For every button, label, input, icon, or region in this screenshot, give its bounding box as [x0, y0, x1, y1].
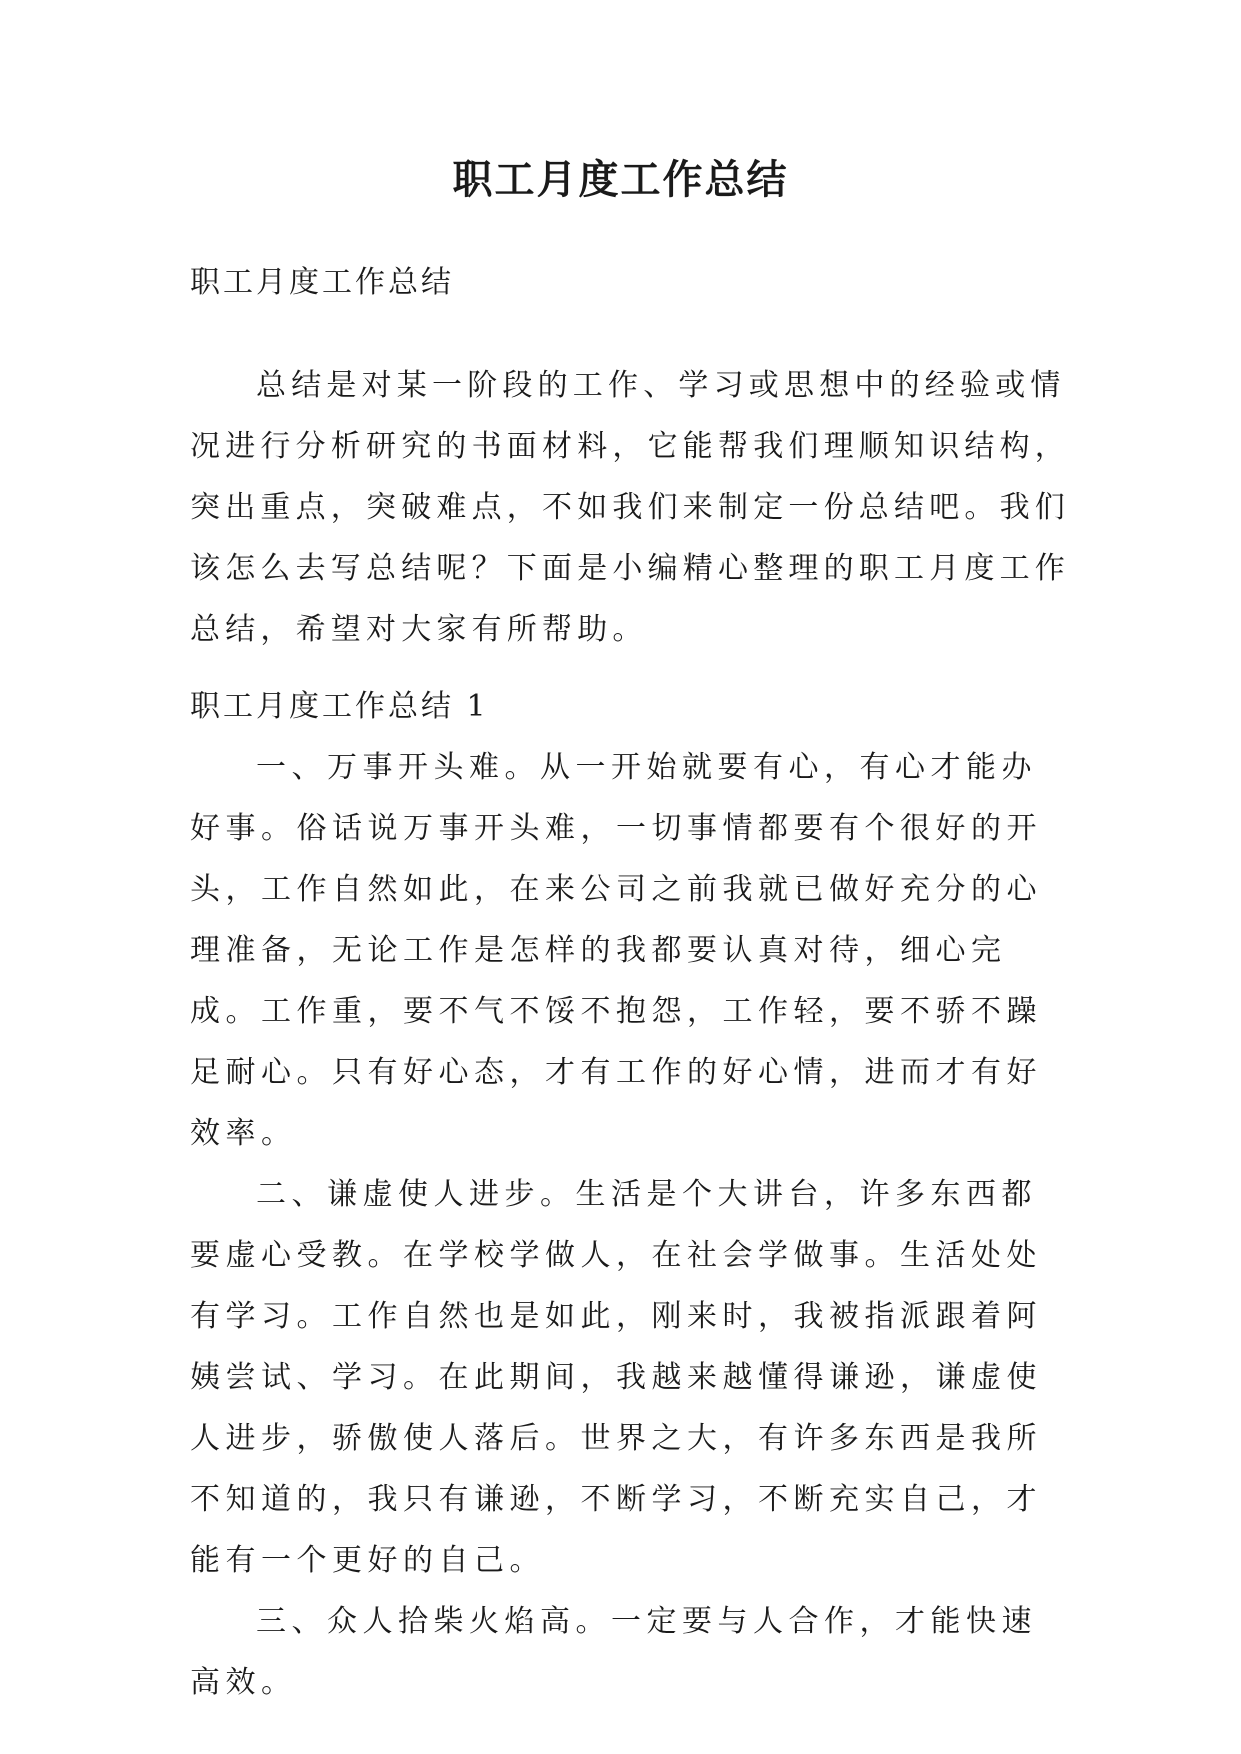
section-heading: 职工月度工作总结 1 — [190, 689, 489, 724]
intro-paragraph: 总结是对某一阶段的工作、学习或思想中的经验或情况进行分析研究的书面材料，它能帮我们理顺知识结构，突出重点，突破难点，不如我们来制定一份总结吧。我们该怎么去写总结呢？下面是小编精心整理的职工月度工作总结，希望对大家有所帮助。 — [190, 368, 1070, 647]
section-block — [190, 677, 1070, 1713]
document-title: 职工月度工作总结 — [452, 157, 789, 203]
document-subtitle-block — [190, 253, 1070, 313]
body-paragraph-1: 一、万事开头难。从一开始就要有心，有心才能办好事。俗话说万事开头难，一切事情都要有个很好的开头，工作自然如此，在来公司之前我就已做好充分的心理准备，无论工作是怎样的我都要认真对待，细心完成。工作重，要不气不馁不抱怨，工作轻，要不骄不躁足耐心。只有好心态，才有工作的好心情，进而才有好效率。 — [190, 750, 1042, 1151]
document-subtitle: 职工月度工作总结 — [190, 265, 454, 300]
body-paragraph-3: 三、众人拾柴火焰高。一定要与人合作，才能快速高效。 — [190, 1604, 1037, 1700]
intro-block — [190, 355, 1070, 660]
body-paragraph-2: 二、谦虚使人进步。生活是个大讲台，许多东西都要虚心受教。在学校学做人，在社会学做事。生活处处有学习。工作自然也是如此，刚来时，我被指派跟着阿姨尝试、学习。在此期间，我越来越懂得谦逊，谦虚使人进步，骄傲使人落后。世界之大，有许多东西是我所不知道的，我只有谦逊，不断学习，不断充实自己，才能有一个更好的自己。 — [190, 1177, 1042, 1578]
